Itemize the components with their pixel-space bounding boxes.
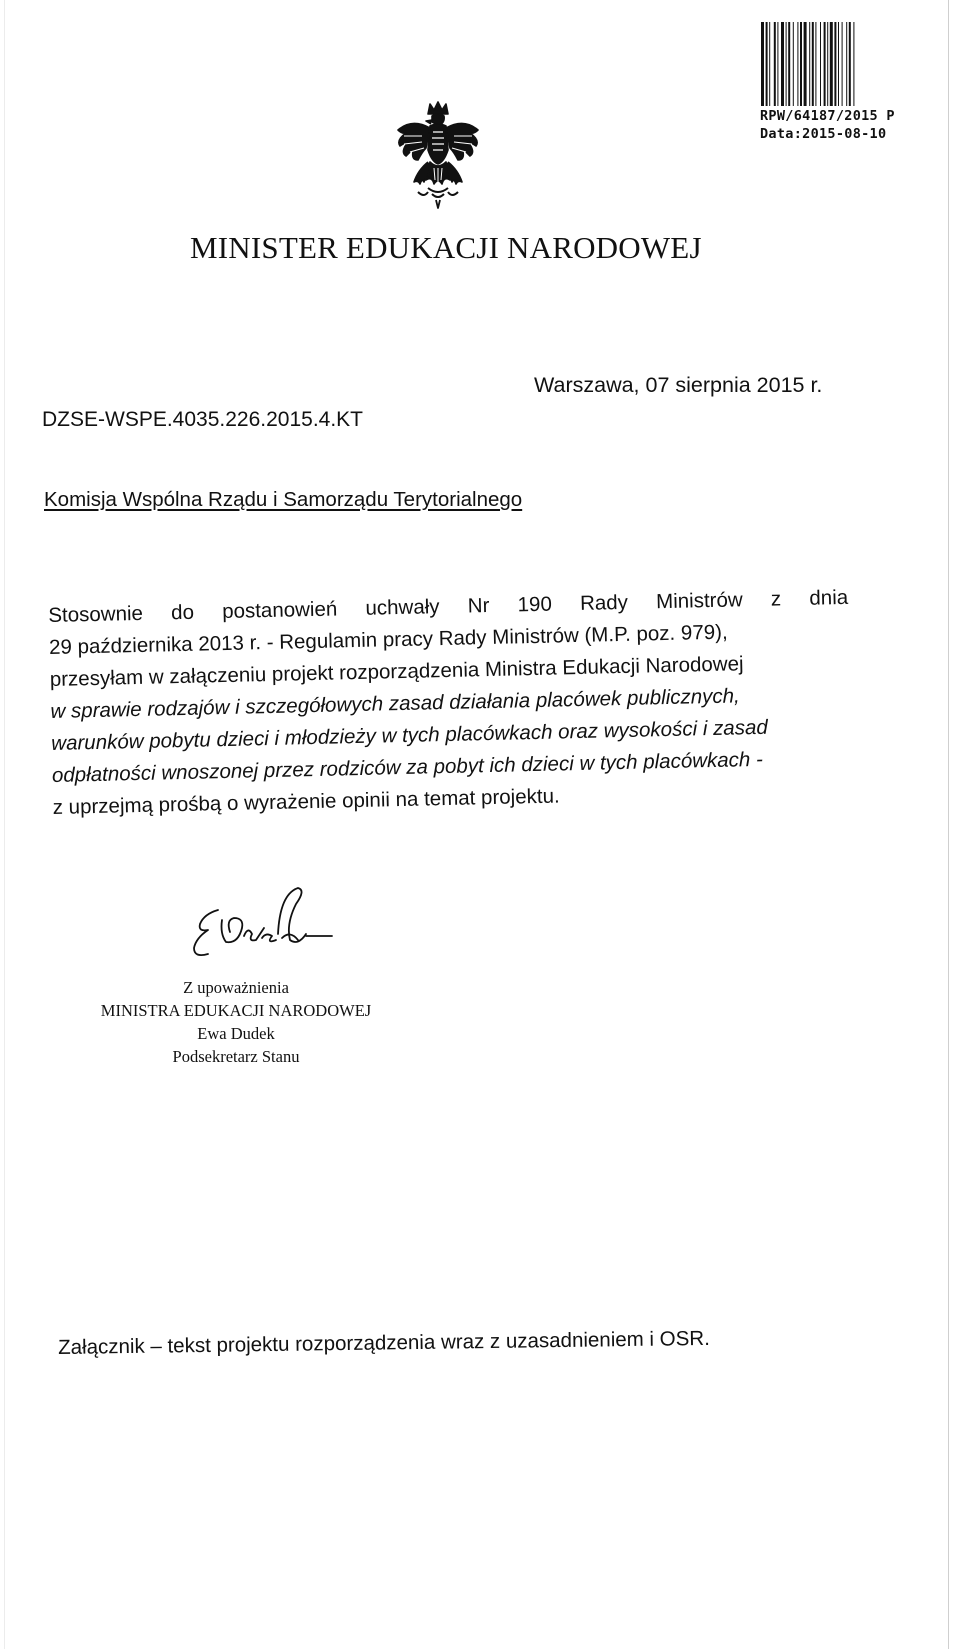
body-line: 29 października 2013 r. - Regulamin pracy Rady Ministrów (M.P. poz. 979), xyxy=(48,620,728,659)
signer-authorization: Z upoważnienia xyxy=(183,978,289,997)
registration-date: Data:2015-08-10 xyxy=(760,126,887,142)
signer-name: Ewa Dudek xyxy=(197,1024,275,1043)
barcode xyxy=(760,22,918,106)
scan-edge-left xyxy=(4,0,5,1649)
signer-position: Podsekretarz Stanu xyxy=(172,1047,300,1066)
signer-office: MINISTRA EDUKACJI NARODOWEJ xyxy=(100,1001,372,1020)
body-line: w sprawie rodzajów i szczegółowych zasad działania placówek publicznych, xyxy=(50,684,740,723)
signature-block xyxy=(60,976,412,1068)
registration-number: RPW/64187/2015 P xyxy=(760,108,895,124)
attachment-note: Załącznik – tekst projektu rozporządzenia wraz z uzasadnieniem i OSR. xyxy=(58,1326,711,1359)
reference-number: DZSE-WSPE.4035.226.2015.4.KT xyxy=(42,408,363,431)
eagle-emblem-icon xyxy=(388,100,488,212)
body-line: Stosownie do postanowień uchwały Nr 190 Rady Ministrów z dnia xyxy=(48,585,849,627)
body-line: z uprzejmą prośbą o wyrażenie opinii na temat projektu. xyxy=(52,784,560,819)
place-and-date: Warszawa, 07 sierpnia 2015 r. xyxy=(534,373,823,397)
body-line: przesyłam w załączeniu projekt rozporządzenia Ministra Edukacji Narodowej xyxy=(49,652,744,691)
body-line: odpłatności wnoszonej przez rodziców za pobyt ich dzieci w tych placówkach - xyxy=(51,747,764,787)
office-title: MINISTER EDUKACJI NARODOWEJ xyxy=(190,230,702,265)
scan-edge-right xyxy=(948,0,949,1649)
addressee: Komisja Wspólna Rządu i Samorządu Terytorialnego xyxy=(44,488,523,511)
body-line: warunków pobytu dzieci i młodzieży w tych placówkach oraz wysokości i zasad xyxy=(50,715,769,755)
handwritten-signature xyxy=(186,884,338,980)
letter-body xyxy=(48,582,853,824)
